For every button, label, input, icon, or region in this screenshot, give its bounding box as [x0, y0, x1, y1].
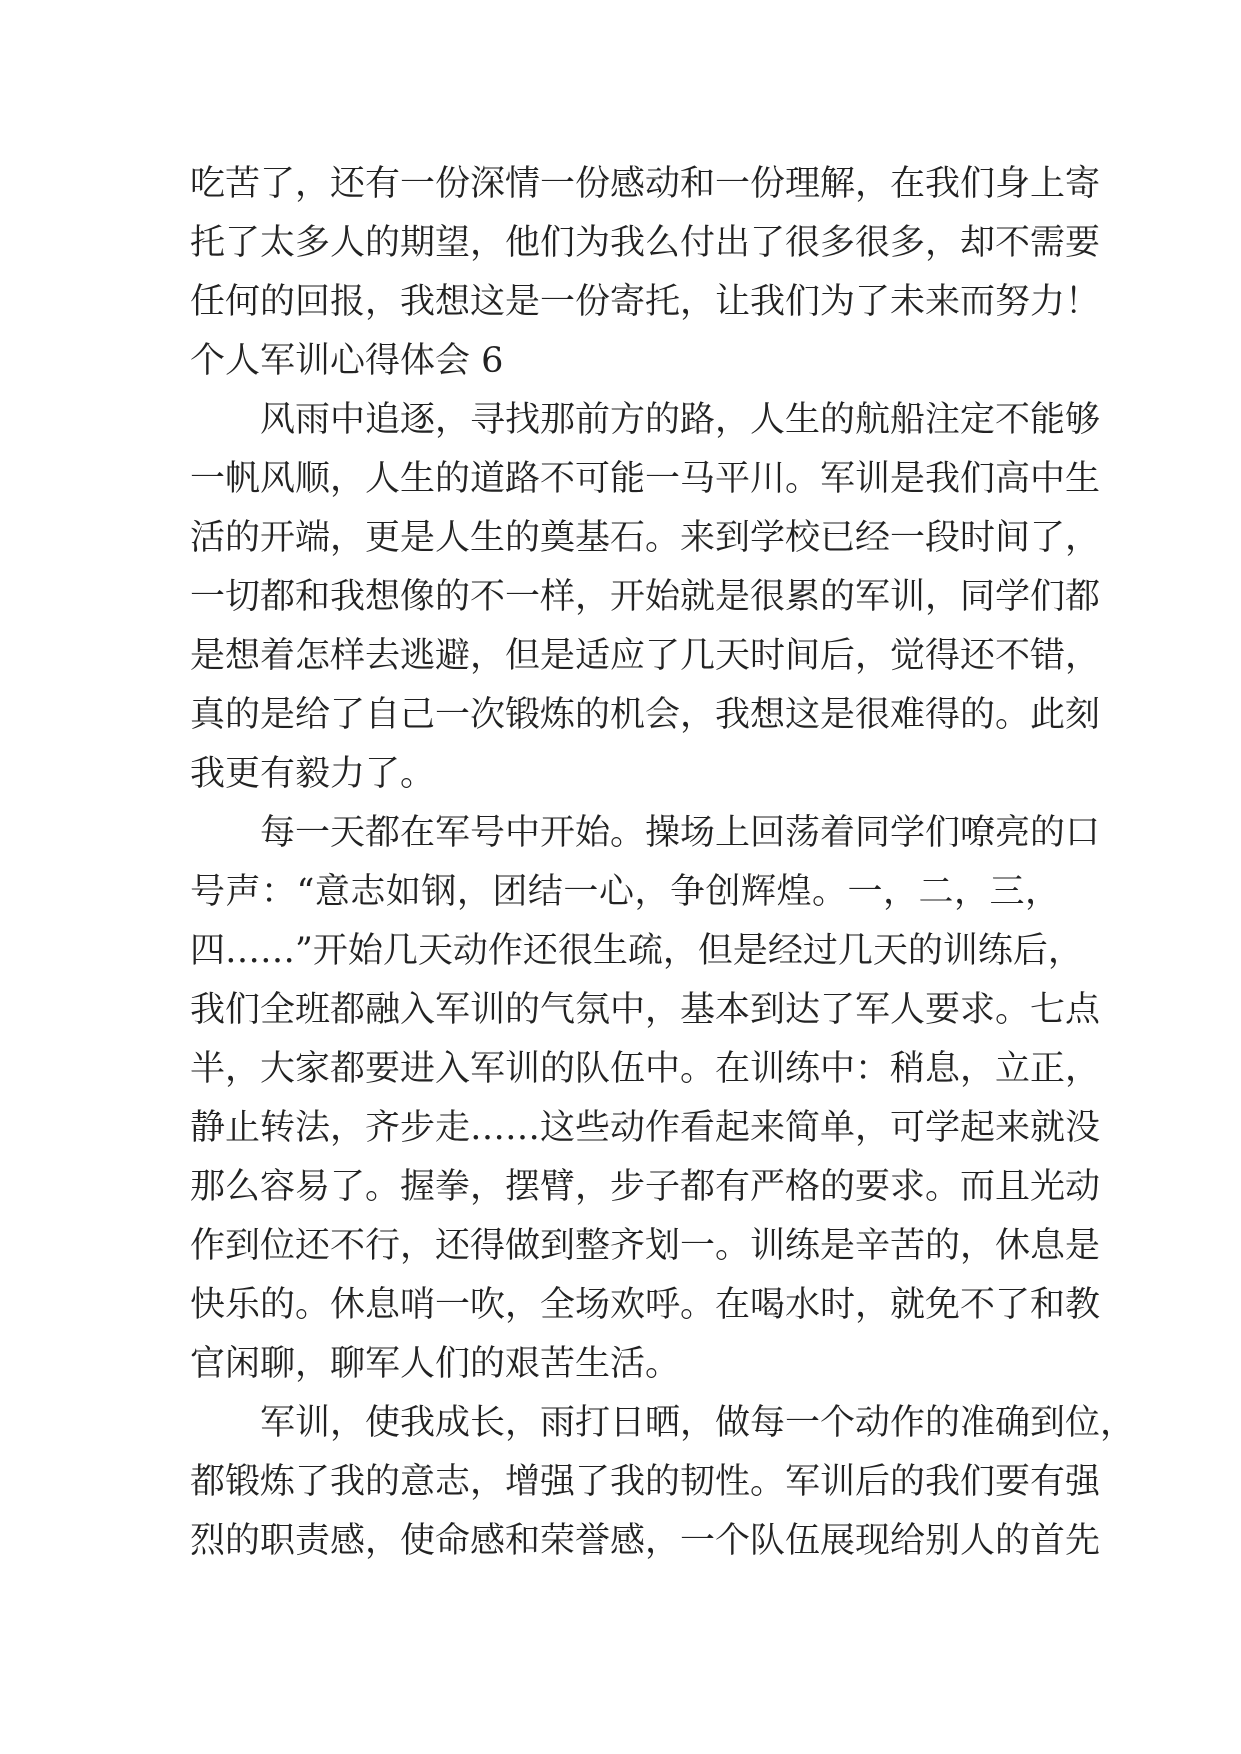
- text-line: 一帆风顺，人生的道路不可能一马平川。军训是我们高中生: [190, 459, 1101, 499]
- text-line: 风雨中追逐，寻找那前方的路，人生的航船注定不能够: [260, 400, 1101, 440]
- text-line: 真的是给了自己一次锻炼的机会，我想这是很难得的。此刻: [190, 695, 1101, 735]
- text-line: 官闲聊，聊军人们的艰苦生活。: [190, 1344, 681, 1384]
- text-line: 吃苦了，还有一份深情一份感动和一份理解，在我们身上寄: [190, 164, 1101, 204]
- text-line: 快乐的。休息哨一吹，全场欢呼。在喝水时，就免不了和教: [190, 1285, 1101, 1325]
- text-line: 作到位还不行，还得做到整齐划一。训练是辛苦的，休息是: [190, 1226, 1101, 1266]
- text-line: 托了太多人的期望，他们为我么付出了很多很多，却不需要: [190, 223, 1101, 263]
- text-line: 半，大家都要进入军训的队伍中。在训练中：稍息，立正，: [190, 1049, 1101, 1089]
- section-heading: 个人军训心得体会 6: [190, 341, 504, 381]
- text-line: 我更有毅力了。: [190, 754, 436, 794]
- document-body: [190, 155, 1136, 1571]
- text-line: 那么容易了。握拳，摆臂，步子都有严格的要求。而且光动: [190, 1167, 1101, 1207]
- text-line: 活的开端，更是人生的奠基石。来到学校已经一段时间了，: [190, 518, 1101, 558]
- text-line: 都锻炼了我的意志，增强了我的韧性。军训后的我们要有强: [190, 1462, 1101, 1502]
- text-line: 四……”开始几天动作还很生疏，但是经过几天的训练后，: [190, 931, 1083, 971]
- text-line: 静止转法，齐步走……这些动作看起来简单，可学起来就没: [190, 1108, 1101, 1148]
- text-line: 我们全班都融入军训的气氛中，基本到达了军人要求。七点: [190, 990, 1101, 1030]
- text-line: 烈的职责感，使命感和荣誉感，一个队伍展现给别人的首先: [190, 1521, 1101, 1561]
- text-line: 号声：“意志如钢，团结一心，争创辉煌。一，二，三，: [190, 872, 1060, 912]
- text-line: 每一天都在军号中开始。操场上回荡着同学们嘹亮的口: [260, 813, 1101, 853]
- text-line: 军训，使我成长，雨打日晒，做每一个动作的准确到位，: [260, 1403, 1136, 1443]
- text-line: 一切都和我想像的不一样，开始就是很累的军训，同学们都: [190, 577, 1101, 617]
- text-line: 是想着怎样去逃避，但是适应了几天时间后，觉得还不错，: [190, 636, 1101, 676]
- text-line: 任何的回报，我想这是一份寄托，让我们为了未来而努力！: [190, 282, 1101, 322]
